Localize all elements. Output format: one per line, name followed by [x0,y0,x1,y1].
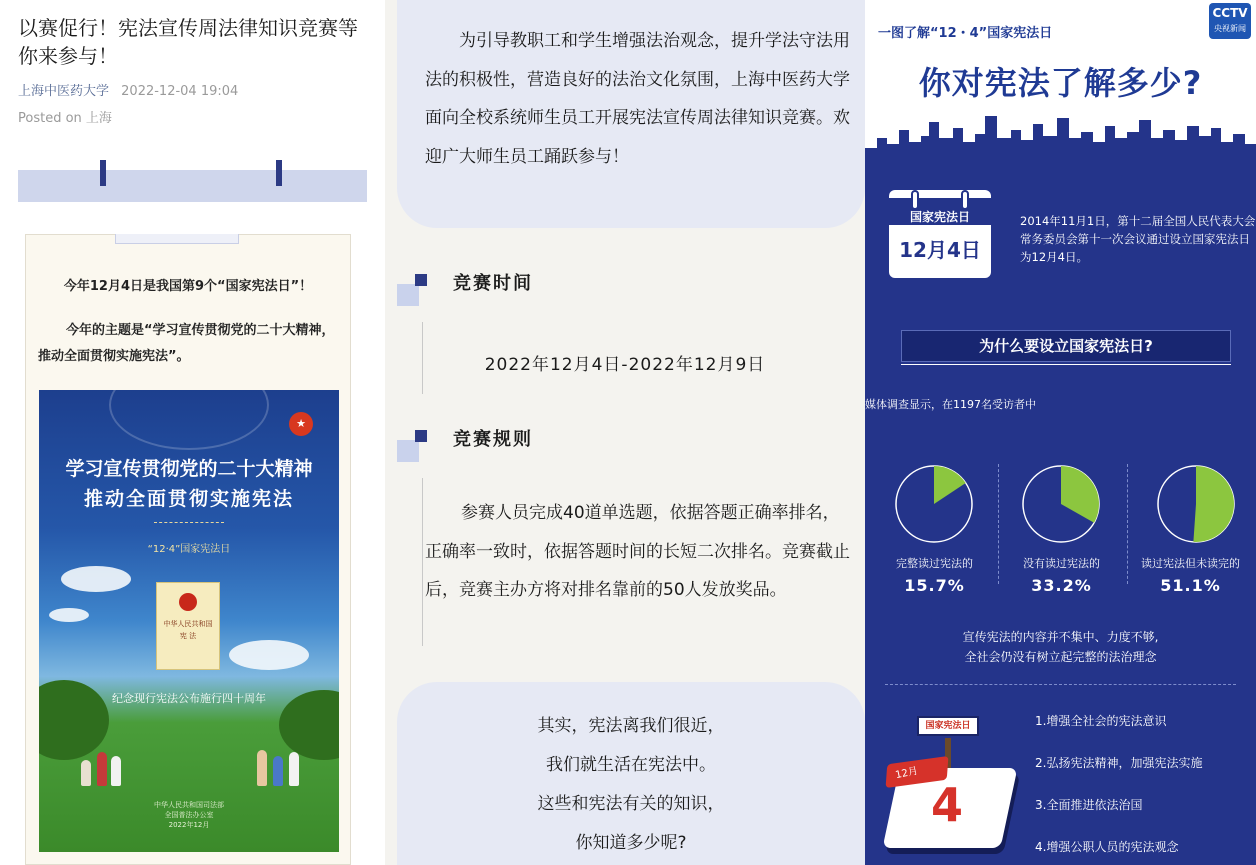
decor-tick-right [276,160,282,186]
pie-label-1: 完整读过宪法的 [896,557,973,570]
why-heading: 为什么要设立国家宪法日? [901,330,1231,362]
article-source-link[interactable]: 上海中医药大学 [18,84,110,99]
section-divider-line [422,478,423,646]
decor-tick-left [100,160,106,186]
person-icon [97,752,107,786]
section-marker-icon [415,430,427,442]
pie-value-1: 15.7% [904,576,965,595]
intro-card-tab [115,234,239,244]
cloud-icon [61,566,131,592]
cctv-logo-text: CCTV [1212,6,1248,20]
constitution-day-fact: 2014年11月1日，第十二届全国人民代表大会常务委员会第十一次会议通过设立国家宪法日为12月4日。 [1020,214,1256,264]
pie-chart-2 [1021,464,1101,544]
constitution-day-sign: 国家宪法日 [917,716,979,736]
survey-note-1: 宣传宪法的内容并不集中、力度不够, [962,630,1159,644]
reason-item-4: 4.增强公职人员的宪法观念 [1035,840,1179,854]
intro-line-2: 今年的主题是“学习宣传贯彻党的二十大精神，推动全面贯彻实施宪法”。 [38,323,335,364]
cloud-icon [49,608,89,622]
closing-line-3: 这些和宪法有关的知识， [537,794,725,814]
calendar-date: 12月4日 [899,238,981,262]
cctv-logo-sub: 央视新闻 [1214,24,1246,33]
section-marker-light [397,440,419,462]
article-location: Posted on 上海 [18,111,112,126]
closing-line-2: 我们就生活在宪法中。 [546,755,716,775]
section-title-time: 竞赛时间 [453,273,533,294]
section-marker-light [397,284,419,306]
reason-item-2: 2.弘扬宪法精神，加强宪法实施 [1035,756,1203,770]
person-icon [111,756,121,786]
why-heading-underline [901,364,1231,365]
calendar-ring-icon [961,190,969,210]
closing-line-4: 你知道多少呢? [575,833,687,853]
pie-label-2: 没有读过宪法的 [1023,557,1100,570]
pie-value-3: 51.1% [1160,576,1221,595]
pie-chart-1 [894,464,974,544]
poster-footer-2: 全国普法办公室 [164,811,214,819]
city-skyline-icon [865,108,1256,163]
article-title: 以赛促行！宪法宣传周法律知识竞赛等你来参与！ [18,16,358,68]
person-icon [257,750,267,786]
poster-headline-2: 推动全面贯彻实施宪法 [83,488,294,510]
survey-intro: 媒体调查显示，在1197名受访者中 [865,398,1036,411]
poster-footer-3: 2022年12月 [168,821,210,829]
book-title-line-2: 宪 法 [179,632,197,640]
cloud-icon [229,640,309,670]
survey-note-2: 全社会仍没有树立起完整的法治理念 [964,650,1157,664]
pie-chart-3 [1156,464,1236,544]
constitution-book-icon [156,582,220,670]
person-icon [81,760,91,786]
pie-slice-read-partly [1193,466,1234,542]
book-title-line-1: 中华人民共和国 [163,620,213,628]
poster-footer-1: 中华人民共和国司法部 [154,801,224,809]
decor-band [18,170,367,202]
article-meta [18,80,238,99]
pie-value-2: 33.2% [1031,576,1092,595]
contest-panel [385,0,865,865]
reason-item-3: 3.全面推进依法治国 [1035,798,1143,812]
desk-calendar-month: 12月 [894,765,920,782]
calendar-ring-icon [911,190,919,210]
cctv-news-logo-icon [1209,3,1251,39]
contest-intro-text: 为引导教职工和学生增强法治观念，提升学法守法用法的积极性，营造良好的法治文化氛围，上海中医药大学面向全校系统师生员工开展宪法宣传周法律知识竞赛。欢迎广大师生员工踊跃参与！ [425,31,850,167]
poster-headline-1: 学习宣传贯彻党的二十大精神 [65,458,313,480]
section-title-rules: 竞赛规则 [453,429,533,450]
infographic-kicker: 一图了解“12・4”国家宪法日 [878,26,1053,41]
poster-subtitle: “12·4”国家宪法日 [147,544,231,555]
section-divider [885,684,1236,685]
poster-ornament [154,522,224,524]
national-emblem-icon [179,593,197,611]
contest-date-range: 2022年12月4日-2022年12月9日 [484,355,766,375]
poster-caption: 纪念现行宪法公布施行四十周年 [112,692,266,705]
article-datetime: 2022-12-04 19:04 [121,84,239,99]
infographic-panel [865,0,1256,865]
contest-intro-card [397,0,865,228]
poster-seal-icon: ★ [289,412,313,436]
pie-label-3: 读过宪法但未读完的 [1141,557,1240,570]
infographic-headline: 你对宪法了解多少? [918,64,1203,102]
desk-calendar-day: 4 [931,778,964,832]
intro-line-1: 今年12月4日是我国第9个“国家宪法日”！ [63,279,313,294]
person-icon [289,752,299,786]
reason-item-1: 1.增强全社会的宪法意识 [1035,714,1167,728]
poster-ring [109,390,269,450]
constitution-poster[interactable] [39,390,339,852]
calendar-label: 国家宪法日 [909,210,970,224]
section-marker-icon [415,274,427,286]
closing-line-1: 其实，宪法离我们很近， [537,716,725,736]
person-icon [273,756,283,786]
contest-rules-text: 参赛人员完成40道单选题，依据答题正确率排名，正确率一致时，依据答题时间的长短二次排名。竞赛截止后，竞赛主办方将对排名靠前的50人发放奖品。 [425,503,850,600]
article-panel [0,0,385,865]
